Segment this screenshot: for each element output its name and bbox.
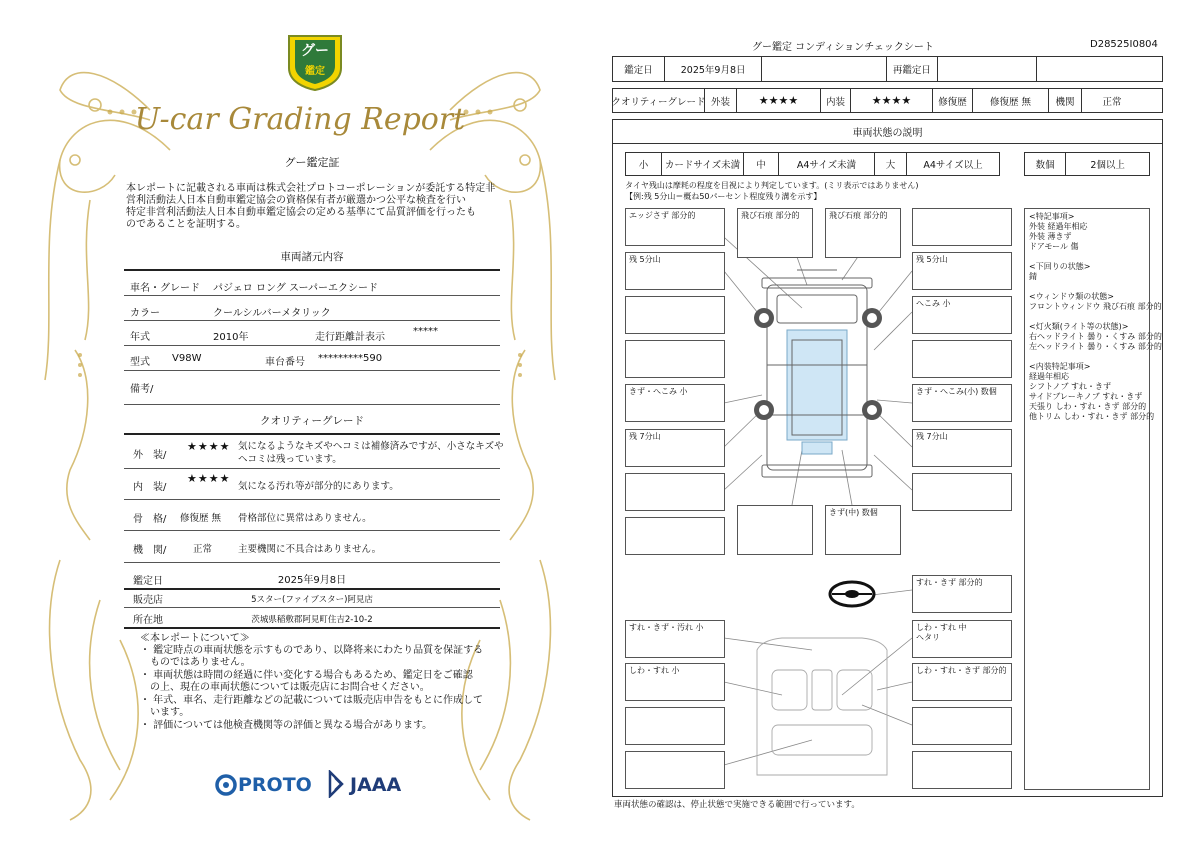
condition-box [912, 751, 1012, 789]
condition-box: すれ・きず 部分的 [912, 575, 1012, 613]
condition-box: きず(中) 数個 [825, 505, 901, 555]
appraisal-date-label: 鑑定日 [613, 57, 665, 81]
condition-box: 残 5分山 [625, 252, 725, 290]
grade-engine-label: 機 関/ [133, 545, 167, 556]
note-line: 経過年相応 [1029, 372, 1069, 381]
size-large-label: 大 [875, 153, 907, 175]
badge-top-text: グー [301, 43, 329, 59]
count-label: 数個 [1025, 153, 1066, 175]
grade-interior-stars: ★★★★ [187, 472, 231, 485]
count-legend [1024, 152, 1150, 176]
date-row [612, 56, 1163, 82]
condition-box [737, 505, 813, 555]
condition-box: 残 7分山 [625, 429, 725, 467]
condition-box: しわ・すれ 中 ヘタリ [912, 620, 1012, 658]
sheet-title: グー鑑定 コンディションチェックシート [752, 42, 934, 53]
grade-frame-value: 修復歴 無 [180, 513, 222, 524]
size-large-desc: A4サイズ以上 [923, 160, 983, 171]
quality-label: クオリティーグレード [613, 89, 705, 112]
certification-text: 本レポートに記載される車両は株式会社プロトコーポレーションが委託する特定非 営利活動法人日本自動車鑑定協会の資格保有者が厳選かつ公平な検査を行い 特定非営利活動法人日本自動車鑑定協会の定める基準にて品質評価を行ったも のであることを証明する。 [126, 183, 496, 230]
repair-history-value: 修復歴 無 [973, 89, 1049, 112]
document-id: D28525I0804 [1090, 39, 1158, 50]
note-line: フロントウィンドウ 飛び石痕 部分的 [1029, 302, 1162, 311]
proto-logo-text: PROTO [238, 774, 312, 796]
count-desc: 2個以上 [1090, 160, 1125, 171]
reappraisal-date-value [938, 57, 1038, 81]
reappraisal-date-label: 再鑑定日 [887, 57, 938, 81]
quality-row [612, 88, 1163, 113]
note-line: 外装 薄きず [1029, 232, 1072, 241]
condition-box [625, 296, 725, 334]
chassis-value: *********590 [318, 353, 383, 364]
about-item: ・ 評価については他検査機関等の評価と異なる場合があります。 [140, 720, 433, 731]
divider [124, 269, 500, 271]
condition-box [625, 707, 725, 745]
about-item: ・ 鑑定時点の車両状態を示すものであり、以降将来にわたり品質を保証する ものではありません。 [140, 645, 484, 668]
grade-frame-comment: 骨格部位に異常はありません。 [238, 513, 372, 524]
quality-grade-heading: クオリティーグレード [260, 415, 364, 427]
jaaa-logo-mark [326, 770, 346, 798]
address-value: 茨城県稲敷郡阿見町住吉2-10-2 [251, 615, 373, 625]
condition-box: すれ・きず・汚れ 小 [625, 620, 725, 658]
divider [124, 627, 500, 629]
tire-note: タイヤ残山は摩耗の程度を目視により判定しています。(ミリ表示ではありません) [625, 181, 919, 190]
divider [124, 370, 500, 371]
note-line: 右ヘッドライト 曇り・くすみ 部分的 [1029, 332, 1162, 341]
year-value: 2010年 [213, 332, 249, 343]
store-value: 5スター(ファイブスター)阿見店 [251, 595, 373, 605]
note-line [1029, 312, 1145, 322]
grade-interior-comment: 気になる汚れ等が部分的にあります。 [238, 481, 399, 492]
divider [124, 499, 500, 500]
note-line: <内装特記事項> [1029, 362, 1091, 371]
divider [124, 607, 500, 608]
condition-box: エッジさず 部分的 [625, 208, 725, 246]
condition-box: しわ・すれ・きず 部分的 [912, 663, 1012, 701]
grade-exterior-stars: ★★★★ [187, 440, 231, 453]
exterior-label: 外装 [705, 89, 737, 112]
size-medium-desc: A4サイズ未満 [779, 153, 875, 175]
condition-box: きず・へこみ(小) 数個 [912, 384, 1012, 422]
condition-box [625, 340, 725, 378]
engine-label: 機関 [1049, 89, 1082, 112]
model-value: V98W [172, 353, 202, 364]
badge-bottom-text: 鑑定 [305, 66, 325, 77]
divider [124, 404, 500, 405]
condition-box: へこみ 小 [912, 296, 1012, 334]
repair-history-label: 修復歴 [933, 89, 973, 112]
size-small-desc: カードサイズ未満 [662, 153, 744, 175]
divider [124, 588, 500, 590]
note-line: 他トリム しわ・すれ・きず 部分的 [1029, 412, 1155, 421]
address-label: 所在地 [133, 615, 163, 626]
condition-box [625, 517, 725, 555]
grade-interior-label: 内 装/ [133, 482, 167, 493]
note-line: 外装 経過年相応 [1029, 222, 1088, 231]
condition-box: きず・へこみ 小 [625, 384, 725, 422]
tire-example-note: 【例:残 5分山＝概ね50パーセント程度残り溝を示す】 [625, 192, 822, 201]
grade-engine-value: 正常 [193, 544, 213, 555]
condition-box [912, 707, 1012, 745]
grade-exterior-comment: 気になるようなキズやヘコミは補修済みですが、小さなキズや ヘコミは残っています。 [238, 441, 504, 465]
condition-box: 飛び石痕 部分的 [737, 208, 813, 258]
jaaa-logo-text: JAAA [350, 774, 402, 796]
divider [124, 562, 500, 563]
divider [124, 433, 500, 435]
special-notes-panel [1024, 208, 1162, 790]
section-title: 車両状態の説明 [612, 119, 1163, 144]
condition-box: 残 7分山 [912, 429, 1012, 467]
divider [124, 295, 500, 296]
divider [124, 320, 500, 321]
exterior-stars: ★★★★ [737, 89, 821, 112]
note-line: <ウィンドウ類の状態> [1029, 292, 1114, 301]
note-line: <灯火類(ライト等の状態)> [1029, 322, 1129, 331]
divider [124, 468, 500, 469]
condition-check-sheet [600, 0, 1200, 848]
note-line: シフトノブ すれ・きず [1029, 382, 1112, 391]
chassis-label: 車台番号 [265, 357, 305, 368]
proto-logo-mark [214, 772, 240, 798]
note-line: <特記事項> [1029, 212, 1075, 221]
condition-box: しわ・すれ 小 [625, 663, 725, 701]
note-line: 天張り しわ・すれ・きず 部分的 [1029, 402, 1147, 411]
footer-note: 車両状態の確認は、停止状態で実施できる範囲で行っています。 [614, 800, 860, 810]
remarks-label: 備考/ [130, 384, 154, 395]
appraisal-date-value: 2025年9月8日 [277, 575, 347, 586]
empty-cell [1037, 57, 1162, 81]
model-label: 型式 [130, 357, 150, 368]
car-name-label: 車名・グレード [130, 283, 200, 294]
color-label: カラー [130, 308, 160, 319]
year-label: 年式 [130, 332, 150, 343]
odometer-label: 走行距離計表示 [315, 332, 385, 343]
note-line: 錆 [1029, 272, 1037, 281]
grade-engine-comment: 主要機関に不具合はありません。 [238, 544, 382, 555]
note-line: <下回りの状態> [1029, 262, 1091, 271]
appraisal-date-label: 鑑定日 [133, 576, 163, 587]
note-line [1029, 352, 1145, 362]
size-small-label: 小 [626, 153, 662, 175]
note-line: ドアモール 傷 [1029, 242, 1079, 251]
size-medium-label: 中 [744, 153, 779, 175]
specs-heading: 車両諸元内容 [280, 251, 344, 263]
report-script-title: U-car Grading Report [134, 102, 466, 137]
note-line [1029, 282, 1145, 292]
report-subtitle: グー鑑定証 [284, 156, 340, 169]
interior-stars: ★★★★ [851, 89, 933, 112]
note-line: 左ヘッドライト 曇り・くすみ 部分的 [1029, 342, 1162, 351]
about-item: ・ 車両状態は時間の経過に伴い変化する場合もあるため、鑑定日をご確認 の上、現在の車両状態については販売店にお問合せください。 [140, 670, 473, 693]
about-heading: ≪本レポートについて≫ [140, 633, 250, 644]
divider [124, 345, 500, 346]
store-label: 販売店 [133, 595, 163, 606]
condition-box [912, 473, 1012, 511]
engine-value: 正常 [1102, 96, 1122, 108]
empty-cell [762, 57, 887, 81]
condition-box [912, 340, 1012, 378]
odometer-value: ***** [413, 326, 438, 337]
condition-box [912, 208, 1012, 246]
appraisal-date-value: 2025年9月8日 [665, 57, 763, 81]
condition-box [625, 751, 725, 789]
about-item: ・ 年式、車名、走行距離などの記載については販売店申告をもとに作成して います。 [140, 695, 483, 718]
steering-wheel-icon [830, 582, 874, 606]
note-line: サイドブレーキノブ すれ・きず [1029, 392, 1143, 401]
condition-box: 残 5分山 [912, 252, 1012, 290]
damage-size-legend [625, 152, 1000, 176]
divider [124, 530, 500, 531]
color-value: クールシルバーメタリック [213, 308, 331, 319]
interior-label: 内装 [821, 89, 851, 112]
grade-frame-label: 骨 格/ [133, 514, 167, 525]
condition-box: 飛び石痕 部分的 [825, 208, 901, 258]
condition-box [625, 473, 725, 511]
note-line [1029, 252, 1145, 262]
grade-exterior-label: 外 装/ [133, 450, 167, 461]
car-name-value: パジェロ ロング スーパーエクシード [213, 283, 378, 294]
